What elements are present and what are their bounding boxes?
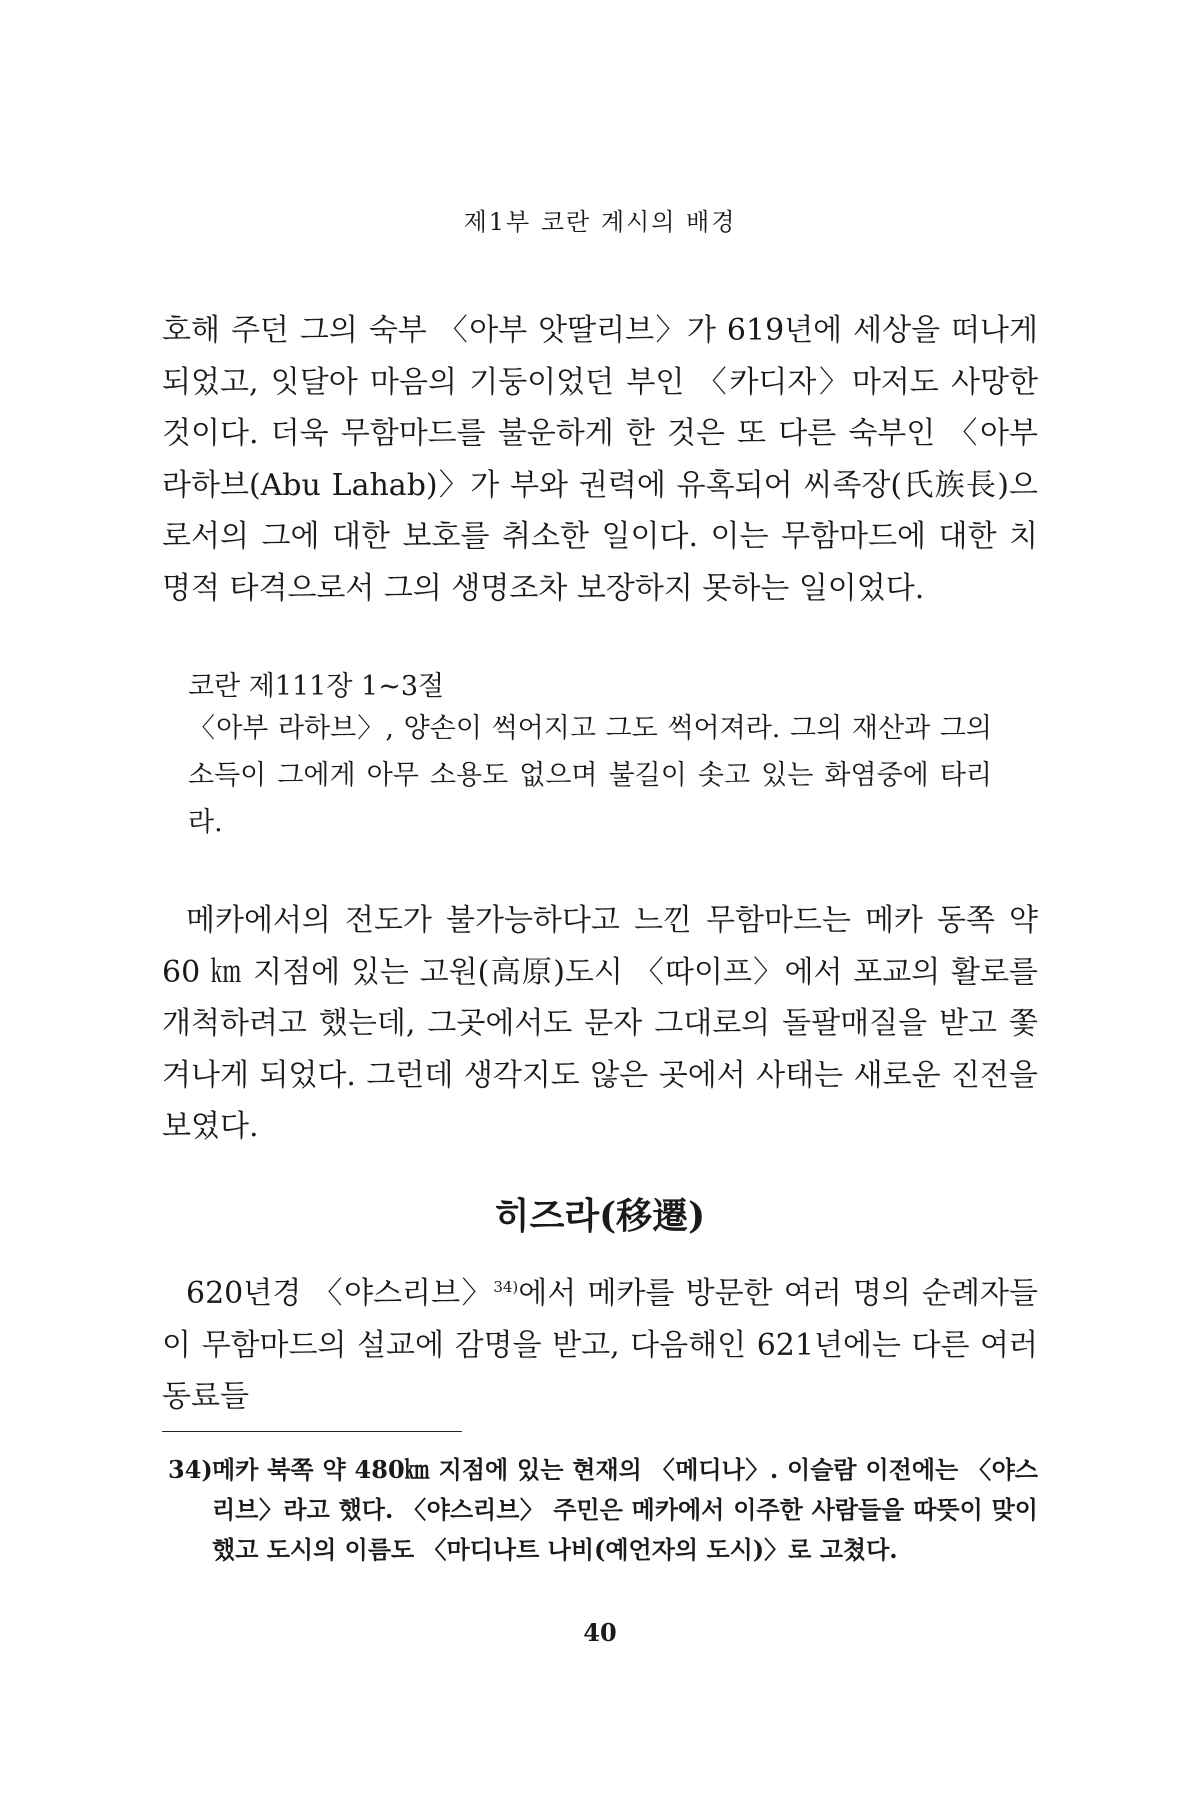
paragraph-4 <box>162 1268 1038 1423</box>
paragraph-4-start: 620년경 〈야스리브〉 <box>186 1276 494 1311</box>
section-heading: 히즈라(移遷) <box>494 1195 706 1237</box>
footnote-reference[interactable]: 34) <box>493 1278 519 1296</box>
paragraph-4-rest: 에서 메카를 방문한 여러 명의 순례자들이 무함마드의 설교에 감명을 받고, 다음해인 621년에는 다른 여러 동료들 <box>162 1276 1038 1415</box>
footnote <box>168 1450 1038 1570</box>
paragraph-1: 호해 주던 그의 숙부 〈아부 앗딸리브〉가 619년에 세상을 떠나게 되었고, 잇달아 마음의 기둥이었던 부인 〈카디자〉마저도 사망한 것이다. 더욱 무함마드를 불운하게 한 것은 또 다른 숙부인 〈아부 라하브(Abu Lahab)〉가 부와 권력에 유혹되어 씨족장(氏族長)으로서의 그에 대한 보호를 취소한 일이다. 이는 무함마드에 대한 치명적 타격으로서 그의 생명조차 보장하지 못하는 일이었다. <box>162 313 1038 606</box>
running-head: 제1부 코란 계시의 배경 <box>463 208 737 236</box>
quote-text: 〈아부 라하브〉, 양손이 썩어지고 그도 썩어져라. 그의 재산과 그의 소득이 그에게 아무 소용도 없으며 불길이 솟고 있는 화염중에 타리라. <box>188 713 992 838</box>
page-number: 40 <box>583 1618 617 1647</box>
footnote-text: 메카 북쪽 약 480㎞ 지점에 있는 현재의 〈메디나〉. 이슬람 이전에는 〈야스리브〉라고 했다. 〈야스리브〉 주민은 메카에서 이주한 사람들을 따뜻이 맞이했고 도시의 이름도 〈마디나트 나비(예언자의 도시)〉로 고쳤다. <box>212 1455 1038 1564</box>
footnote-divider <box>162 1431 462 1432</box>
quote-title: 코란 제111장 1~3절 <box>188 671 445 702</box>
footnote-number: 34) <box>168 1455 213 1484</box>
paragraph-3: 메카에서의 전도가 불가능하다고 느낀 무함마드는 메카 동쪽 약 60 ㎞ 지점에 있는 고원(高原)도시 〈따이프〉에서 포교의 활로를 개척하려고 했는데, 그곳에서도 문자 그대로의 돌팔매질을 받고 쫓겨나게 되었다. 그런데 생각지도 않은 곳에서 사태는 새로운 진전을 보였다. <box>162 903 1038 1145</box>
